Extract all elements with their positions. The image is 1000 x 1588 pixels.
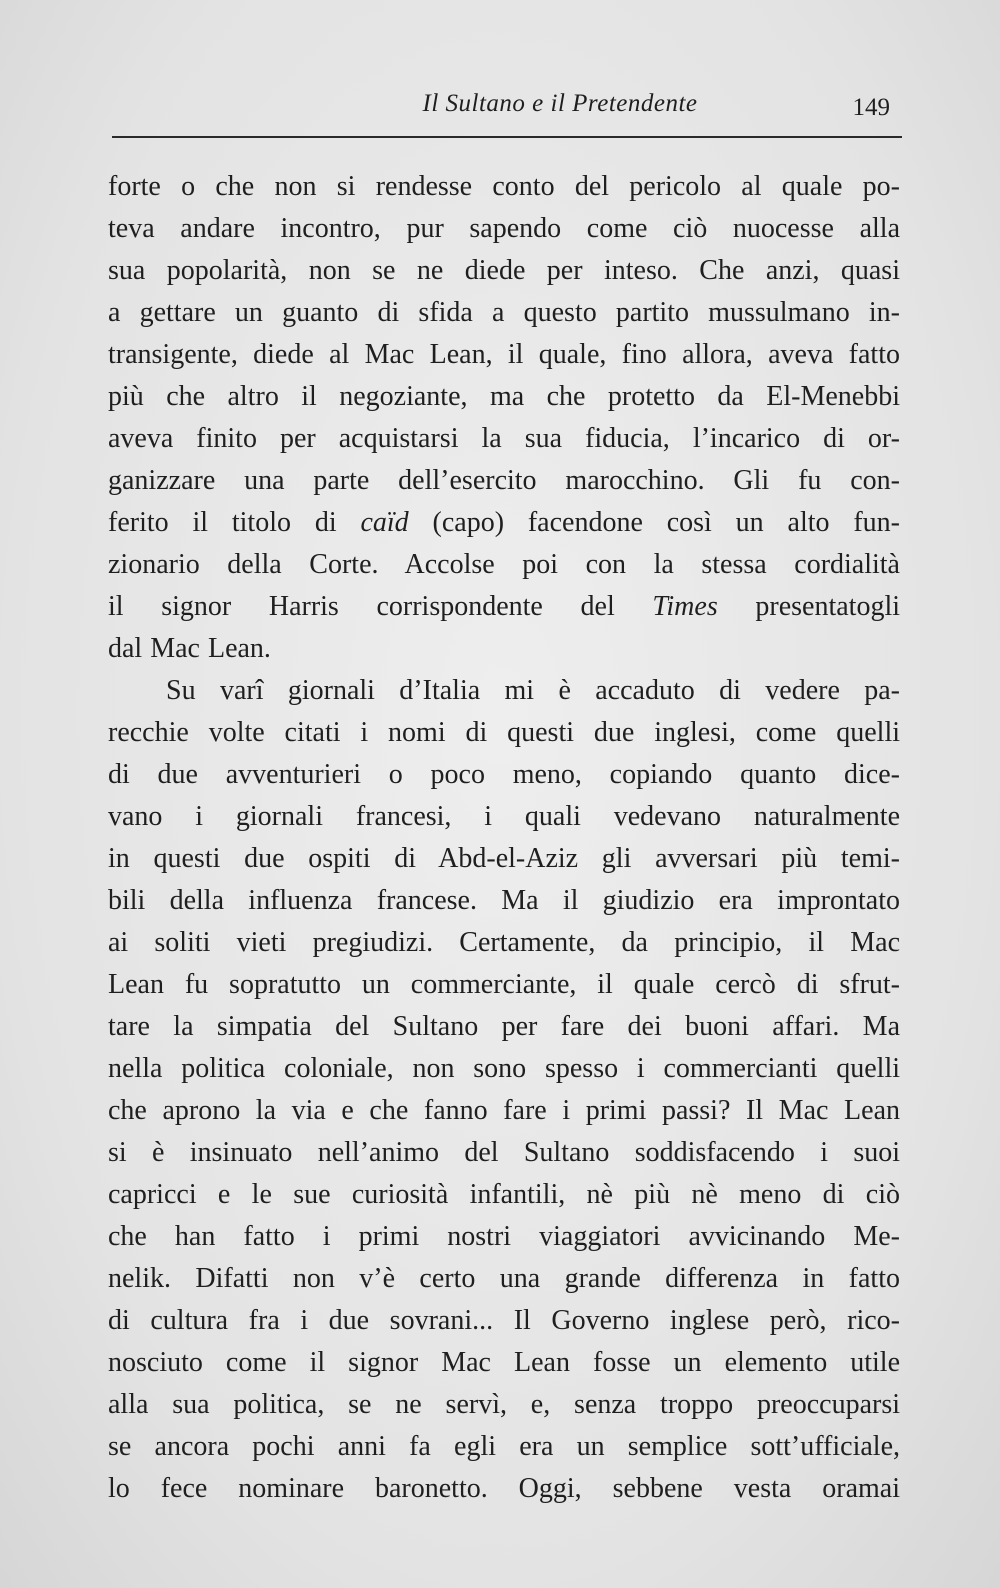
header-rule [112,136,902,138]
text-line: vano i giornali francesi, i quali vedevano naturalmente [108,801,900,832]
text-line: a gettare un guanto di sfida a questo partito mussulmano in- [108,297,900,328]
text-line: di cultura fra i due sovrani... Il Governo inglese però, rico- [108,1305,900,1336]
text-segment: (capo) facendone così un alto fun- [408,507,900,538]
text-line: che aprono la via e che fanno fare i primi passi? Il Mac Lean [108,1095,900,1126]
text-segment: ferito il titolo di [108,507,361,538]
italic-term-caid: caïd [360,507,409,538]
text-line: se ancora pochi anni fa egli era un semplice sott’ufficiale, [108,1431,900,1462]
italic-term-times: Times [652,591,718,622]
text-line: tare la simpatia del Sultano per fare dei buoni affari. Ma [108,1011,900,1042]
text-line: forte o che non si rendesse conto del pericolo al quale po- [108,171,900,202]
text-line: teva andare incontro, pur sapendo come ciò nuocesse alla [108,213,900,244]
text-line: capricci e le sue curiosità infantili, nè più nè meno di ciò [108,1179,900,1210]
running-title: Il Sultano e il Pretendente [422,90,698,117]
text-line: nelik. Difatti non v’è certo una grande differenza in fatto [108,1263,900,1294]
text-line: nosciuto come il signor Mac Lean fosse un elemento utile [108,1347,900,1378]
text-line: alla sua politica, se ne servì, e, senza troppo preoccuparsi [108,1389,900,1420]
text-line: ganizzare una parte dell’esercito marocchino. Gli fu con- [108,465,900,496]
text-line: più che altro il negoziante, ma che protetto da El-Menebbi [108,381,900,412]
text-segment: presentatogli [717,591,901,622]
page-number: 149 [852,94,890,121]
text-line: lo fece nominare baronetto. Oggi, sebbene vesta oramai [108,1473,900,1504]
text-line: nella politica coloniale, non sono spesso i commercianti quelli [108,1053,900,1084]
text-line: zionario della Corte. Accolse poi con la stessa cordialità [108,549,900,580]
text-line-with-italic [108,586,900,628]
text-line: recchie volte citati i nomi di questi due inglesi, come quelli [108,717,900,748]
text-line: ai soliti vieti pregiudizi. Certamente, da principio, il Mac [108,927,900,958]
text-line-with-italic [108,502,900,544]
text-line: di due avventurieri o poco meno, copiando quanto dice- [108,759,900,790]
body-text [108,166,900,1510]
text-line: in questi due ospiti di Abd-el-Aziz gli avversari più temi- [108,843,900,874]
text-segment: il signor Harris corrispondente del [108,591,653,622]
text-line: Lean fu sopratutto un commerciante, il quale cercò di sfrut- [108,969,900,1000]
text-line: si è insinuato nell’animo del Sultano soddisfacendo i suoi [108,1137,900,1168]
text-line: aveva finito per acquistarsi la sua fiducia, l’incarico di or- [108,423,900,454]
text-line: bili della influenza francese. Ma il giudizio era improntato [108,885,900,916]
text-line: che han fatto i primi nostri viaggiatori avvicinando Me- [108,1221,900,1252]
text-line: Su varî giornali d’Italia mi è accaduto di vedere pa- [166,675,900,706]
text-line: sua popolarità, non se ne diede per inteso. Che anzi, quasi [108,255,900,286]
page-header [110,88,900,128]
text-line: transigente, diede al Mac Lean, il quale, fino allora, aveva fatto [108,339,900,370]
text-line: dal Mac Lean. [108,633,271,664]
